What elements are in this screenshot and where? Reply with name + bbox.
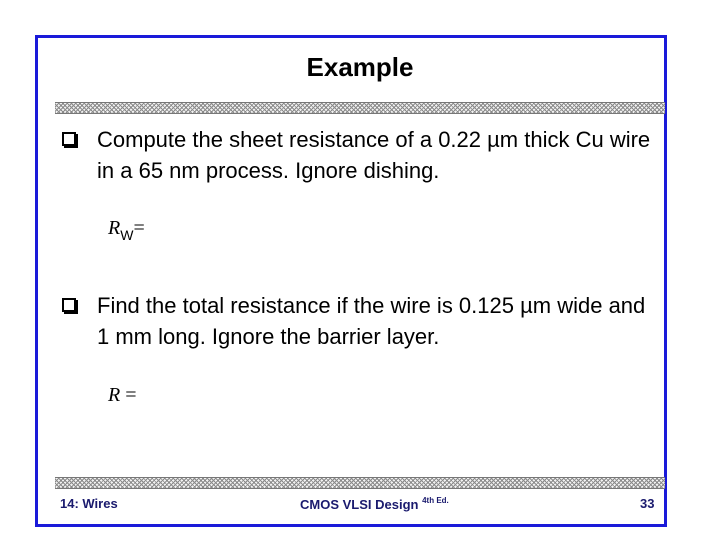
bullet-item-1 xyxy=(62,124,662,186)
formula-total-resistance xyxy=(108,384,137,407)
bullet-text-1: Compute the sheet resistance of a 0.22 µm thick Cu wire in a 65 nm process. Ignore dishing. xyxy=(97,127,651,183)
title-divider xyxy=(55,102,665,114)
formula-equals: = xyxy=(133,217,145,239)
bullet-text-2: Find the total resistance if the wire is 0.125 µm wide and 1 mm long. Ignore the barrier layer. xyxy=(97,293,646,349)
footer-section-label: 14: Wires xyxy=(60,496,118,511)
footer-divider xyxy=(55,477,665,489)
checkbox-bullet-icon xyxy=(62,132,76,146)
slide-title: Example xyxy=(306,52,414,82)
footer-course-title: CMOS VLSI Design $^{4th Ed.}$ xyxy=(300,496,449,512)
footer-edition: 4th Ed. xyxy=(422,496,449,505)
formula-subscript: W xyxy=(120,227,134,243)
formula-variable: R xyxy=(108,384,121,406)
bullet-item-2 xyxy=(62,290,662,352)
page-number: 33 xyxy=(640,496,655,511)
formula-variable: R xyxy=(108,217,121,239)
formula-equals: = xyxy=(125,384,137,406)
checkbox-bullet-icon xyxy=(62,298,76,312)
formula-sheet-resistance xyxy=(108,217,145,243)
